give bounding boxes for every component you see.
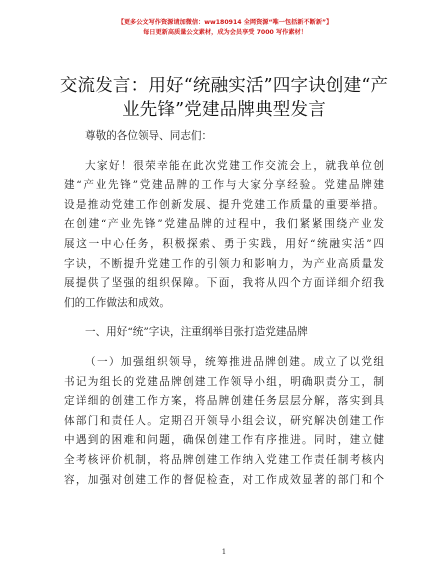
paragraph-2-line: 容，加强对创建工作的督促检查，对工作成效显著的部门和个 [64, 473, 384, 486]
promo-banner-line-1: 【更多公文写作资源请加微信：ww180914 全网资源“唯一包括新不断新”】 [117, 19, 333, 26]
page-number: 1 [221, 548, 227, 556]
paragraph-1-line: 们的工作做法和成效。 [64, 296, 170, 309]
paragraph-1-line: 大家好！很荣幸能在此次党建工作交流会上，就我单位创 [85, 159, 384, 172]
paragraph-2-line: 书记为组长的党建品牌创建工作领导小组，明确职责分工，制 [64, 375, 384, 388]
paragraph-2-line: 定详细的创建工作方案，将品牌创建任务层层分解，落实到具 [64, 395, 384, 408]
paragraph-2-line: 中遇到的困难和问题，确保创建工作有序推进。同时，建立健 [64, 434, 384, 447]
paragraph-1-line: 建“产业先锋”党建品牌的工作与大家分享经验。党建品牌建 [64, 179, 384, 192]
document-body [64, 127, 384, 490]
paragraph-1-line: 设是推动党建工作创新发展、提升党建工作质量的重要举措。 [64, 198, 384, 211]
document-title [56, 74, 392, 122]
paragraph-2-line: （一）加强组织领导，统筹推进品牌创建。成立了以党组 [85, 355, 384, 368]
document-title-line-1: 交流发言：用好“统融实活”四字诀创建“产 [59, 76, 389, 96]
paragraph-1-line: 展提供了坚强的组织保障。下面，我将从四个方面详细介绍我 [64, 277, 384, 290]
promo-banner-line-2: 每日更新高质量公文素材，成为会员享受 7000 写作素材！ [143, 29, 307, 36]
paragraph-1-line: 在创建“产业先锋”党建品牌的过程中，我们紧紧围绕产业发 [64, 218, 384, 231]
paragraph-2-line: 体部门和责任人。定期召开领导小组会议，研究解决创建工作 [64, 414, 384, 427]
salutation: 尊敬的各位领导、同志们： [85, 130, 213, 142]
paragraph-1-line: 展这一中心任务，积极探索、勇于实践，用好“统融实活”四 [64, 237, 384, 250]
paragraph-2-line: 全考核评价机制，将品牌创建工作纳入党建工作责任制考核内 [64, 453, 384, 466]
promo-banner [84, 18, 366, 38]
document-title-line-2: 业先锋”党建品牌典型发言 [122, 100, 326, 120]
paragraph-1-line: 字诀，不断提升党建工作的引领力和影响力，为产业高质量发 [64, 257, 384, 270]
section-heading-1: 一、用好“统”字诀，注重纲举目张打造党建品牌 [85, 326, 308, 339]
